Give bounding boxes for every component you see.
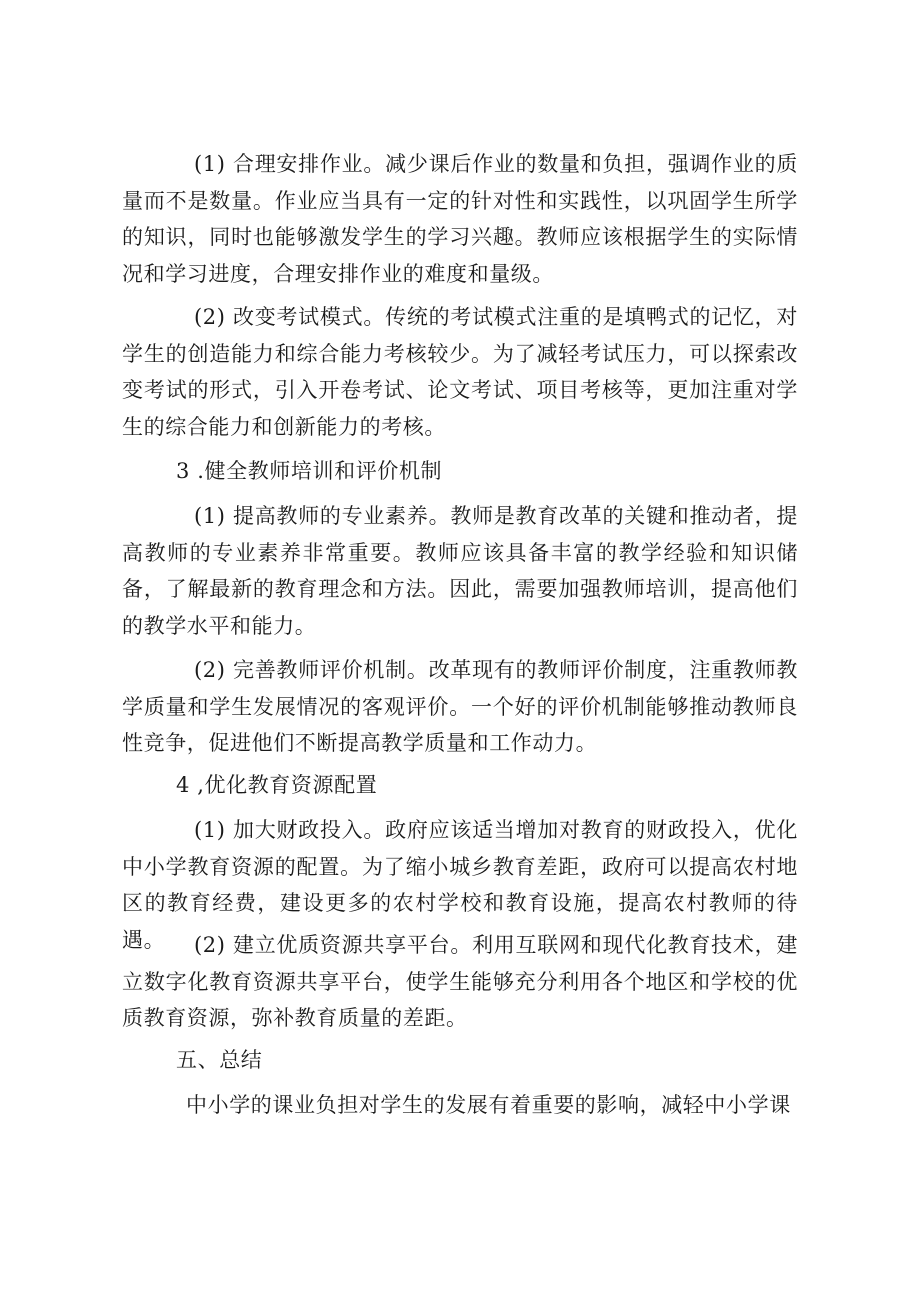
section-heading-resource-allocation: 4 ,优化教育资源配置: [176, 773, 378, 797]
paragraph-summary-start: 中小学的课业负担对学生的发展有着重要的影响，减轻中小学课: [186, 1093, 791, 1117]
paragraph-resource-sharing-platform: (2) 建立优质资源共享平台。利用互联网和现代化教育技术，建立数字化教育资源共享平台，使学生能够充分利用各个地区和学校的优质教育资源，弥补教育质量的差距。: [122, 933, 798, 1030]
paragraph-financial-investment: (1) 加大财政投入。政府应该适当增加对教育的财政投入，优化中小学教育资源的配置。为了缩小城乡教育差距，政府可以提高农村地区的教育经费，建设更多的农村学校和教育设施，提高农村教师的待遇。: [122, 818, 798, 952]
section-heading-summary: 五、总结: [176, 1048, 263, 1072]
section-heading-teacher-training: 3 .健全教师培训和评价机制: [176, 459, 443, 483]
paragraph-exam-mode-change: (2) 改变考试模式。传统的考试模式注重的是填鸭式的记忆，对学生的创造能力和综合能力考核较少。为了减轻考试压力，可以探索改变考试的形式，引入开卷考试、论文考试、项目考核等，更加注重对学生的综合能力和创新能力的考核。: [122, 305, 798, 439]
paragraph-teacher-professionalism: (1) 提高教师的专业素养。教师是教育改革的关键和推动者，提高教师的专业素养非常重要。教师应该具备丰富的教学经验和知识储备，了解最新的教育理念和方法。因此，需要加强教师培训，提高他们的教学水平和能力。: [122, 504, 798, 638]
paragraph-homework-arrangement: (1) 合理安排作业。减少课后作业的数量和负担，强调作业的质量而不是数量。作业应当具有一定的针对性和实践性，以巩固学生所学的知识，同时也能够激发学生的学习兴趣。教师应该根据学生的实际情况和学习进度，合理安排作业的难度和量级。: [122, 152, 798, 286]
paragraph-teacher-evaluation: (2) 完善教师评价机制。改革现有的教师评价制度，注重教师教学质量和学生发展情况的客观评价。一个好的评价机制能够推动教师良性竞争，促进他们不断提高教学质量和工作动力。: [122, 658, 798, 755]
